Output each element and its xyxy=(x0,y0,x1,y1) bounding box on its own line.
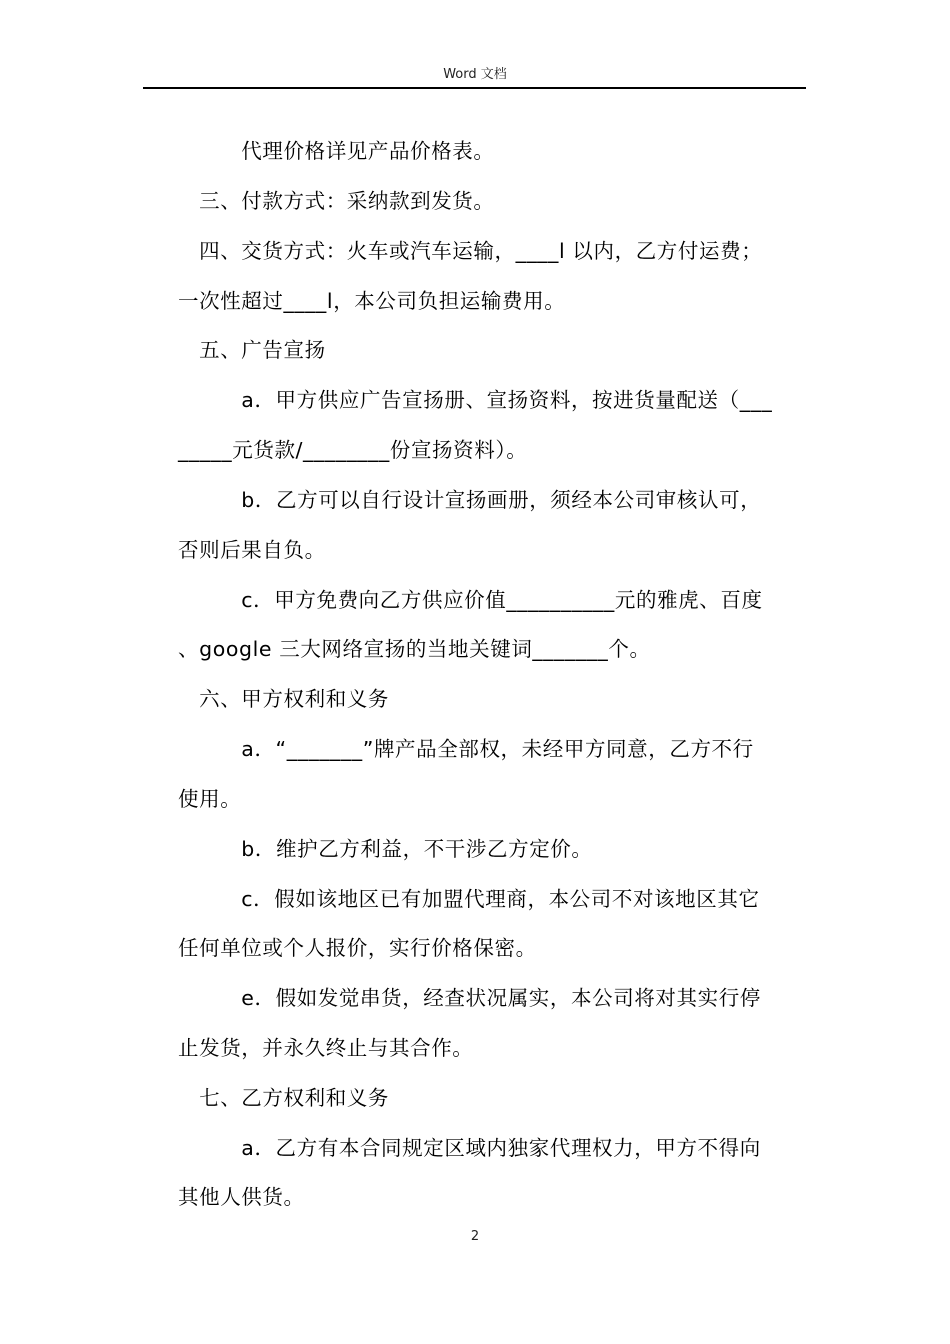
paragraph-line: 否则后果自负。 xyxy=(178,538,326,562)
paragraph-line: 止发货，并永久终止与其合作。 xyxy=(178,1036,474,1060)
paragraph-line: 其他人供货。 xyxy=(178,1185,305,1209)
paragraph-line: c．假如该地区已有加盟代理商，本公司不对该地区其它 xyxy=(178,887,760,911)
page-header: Word 文档 xyxy=(443,67,507,82)
header-divider xyxy=(143,87,806,89)
page-number: 2 xyxy=(470,1229,480,1244)
paragraph-line: 四、交货方式：火车或汽车运输，____l 以内，乙方付运费； xyxy=(178,239,763,263)
paragraph-line: 任何单位或个人报价，实行价格保密。 xyxy=(178,936,537,960)
paragraph-line: 、google 三大网络宣扬的当地关键词_______个。 xyxy=(178,637,651,661)
paragraph-line: a．乙方有本合同规定区域内独家代理权力，甲方不得向 xyxy=(178,1136,761,1160)
paragraph-line: e．假如发觉串货，经查状况属实，本公司将对其实行停 xyxy=(178,986,761,1010)
paragraph-line: c．甲方免费向乙方供应价值__________元的雅虎、百度 xyxy=(178,588,763,612)
paragraph-line: 代理价格详见产品价格表。 xyxy=(178,139,495,163)
paragraph-line: 一次性超过____l，本公司负担运输费用。 xyxy=(178,289,566,313)
paragraph-line: 三、付款方式：采纳款到发货。 xyxy=(178,189,495,213)
paragraph-line: a．甲方供应广告宣扬册、宣扬资料，按进货量配送（___ xyxy=(178,388,773,412)
section-heading: 五、广告宣扬 xyxy=(178,338,326,362)
paragraph-line: _____元货款/________份宣扬资料）。 xyxy=(178,438,528,462)
paragraph-line: 使用。 xyxy=(178,787,242,811)
paragraph-line: b．维护乙方利益，不干涉乙方定价。 xyxy=(178,837,593,861)
paragraph-line: a．“_______”牌产品全部权，未经甲方同意，乙方不行 xyxy=(178,737,754,761)
paragraph-line: b．乙方可以自行设计宣扬画册，须经本公司审核认可， xyxy=(178,488,762,512)
section-heading: 七、乙方权利和义务 xyxy=(178,1086,389,1110)
section-heading: 六、甲方权利和义务 xyxy=(178,687,389,711)
